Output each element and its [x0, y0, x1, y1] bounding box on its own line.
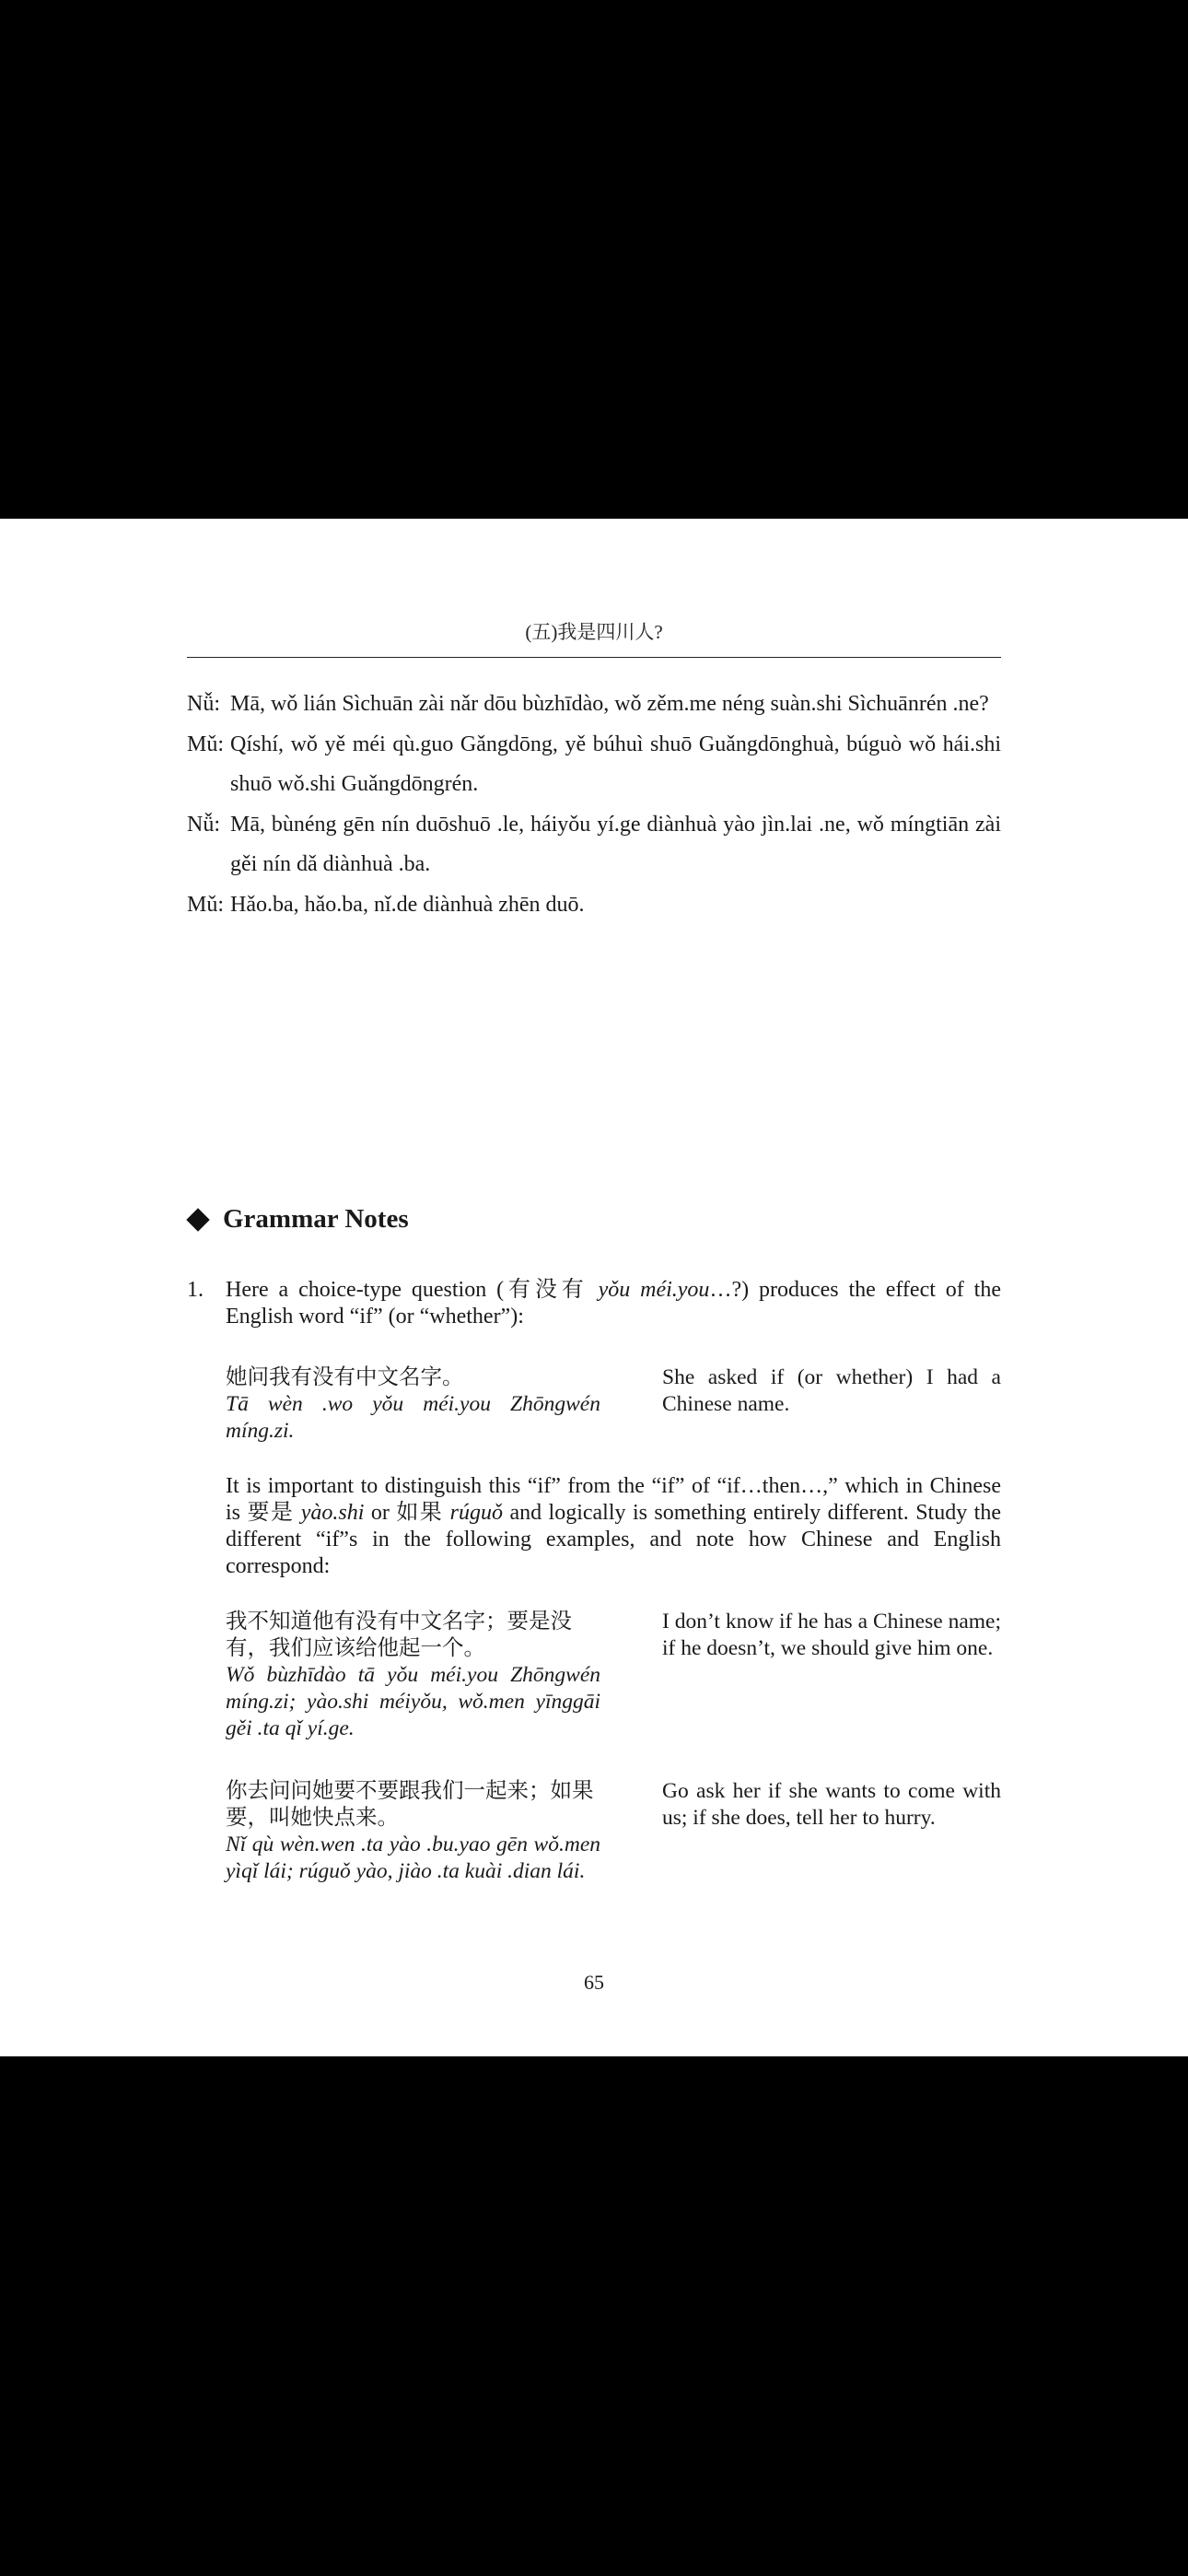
pinyin-term: yào.shi [300, 1501, 365, 1525]
example-translation: She asked if (or whether) I had a Chinese name. [662, 1365, 1001, 1416]
example-pinyin: Nǐ qù wèn.wen .ta yào .bu.yao gēn wǒ.men yìqǐ lái; rúguǒ yào, jiào .ta kuài .dian lái. [226, 1832, 600, 1883]
diamond-bullet-icon [186, 1208, 209, 1231]
speaker-label: Nǚ: [187, 692, 220, 716]
pinyin-term: yǒu méi.you [598, 1278, 710, 1302]
book-page [0, 519, 1188, 2056]
dialogue-text: Hǎo.ba, hǎo.ba, nǐ.de diànhuà zhēn duō. [230, 893, 585, 917]
example-source [226, 1609, 600, 1742]
note-intro: Here a choice-type question (有没有 yǒu méi.you…?) produces the effect of the English word “if” (or “whether”): [226, 1278, 1001, 1329]
speaker-label: Mǔ: [187, 893, 225, 917]
dialogue-text: Mā, wǒ lián Sìchuān zài nǎr dōu bùzhīdào, wǒ zěm.me néng suàn.shi Sìchuānrén .ne? [230, 692, 989, 716]
example-chinese: 我不知道他有没有中文名字；要是没有，我们应该给他起一个。 [226, 1610, 572, 1660]
dialogue [187, 685, 1001, 925]
example-chinese: 你去问问她要不要跟我们一起来；如果要，叫她快点来。 [226, 1779, 594, 1830]
grammar-notes-heading [187, 1204, 409, 1235]
note-paragraph: It is important to distinguish this “if” from the “if” of “if…then…,” which in Chinese is 要是 yào.shi or 如果 rúguǒ and logically is something entirely different. Study the different “if”s in the following examples, and note how Chinese and English correspond: [226, 1474, 1001, 1578]
example-1 [226, 1364, 1001, 1466]
example-pinyin: Tā wèn .wo yǒu méi.you Zhōngwén míng.zi. [226, 1392, 600, 1443]
example-chinese: 她问我有没有中文名字。 [226, 1365, 464, 1389]
example-pinyin: Wǒ bùzhīdào tā yǒu méi.you Zhōngwén míng.zi; yào.shi méiyǒu, wǒ.men yīnggāi gěi .ta qǐ yí.ge. [226, 1663, 600, 1740]
example-source [226, 1364, 600, 1445]
example-translation: I don’t know if he has a Chinese name; if he doesn’t, we should give him one. [662, 1610, 1001, 1660]
dialogue-line [187, 725, 1001, 804]
pinyin-term: rúguǒ [449, 1501, 503, 1525]
dialogue-text: Mā, bùnéng gēn nín duōshuō .le, háiyǒu yí.ge diànhuà yào jìn.lai .ne, wǒ míngtiān zài gěi nín dǎ diànhuà .ba. [230, 813, 1001, 876]
dialogue-text: Qíshí, wǒ yě méi qù.guo Gǎngdōng, yě búhuì shuō Guǎngdōnghuà, búguò wǒ hái.shi shuō wǒ.shi Guǎngdōngrén. [230, 732, 1001, 796]
dialogue-line [187, 685, 1001, 724]
running-head: (五)我是四川人? [525, 621, 663, 643]
speaker-label: Mǔ: [187, 732, 225, 756]
grammar-notes-title: Grammar Notes [223, 1204, 409, 1234]
dialogue-line [187, 885, 1001, 925]
example-translation: Go ask her if she wants to come with us; if she does, tell her to hurry. [662, 1779, 1001, 1830]
note-number: 1. [187, 1278, 204, 1302]
header-rule [187, 657, 1001, 658]
speaker-label: Nǚ: [187, 813, 220, 837]
example-2 [226, 1609, 1001, 1747]
example-3 [226, 1778, 1001, 1916]
page-number: 65 [584, 1971, 604, 1994]
dialogue-line [187, 805, 1001, 884]
top-black-bar [0, 0, 1188, 519]
example-source [226, 1778, 600, 1885]
bottom-black-bar [0, 2056, 1188, 2576]
grammar-note-1 [187, 1277, 1001, 1330]
